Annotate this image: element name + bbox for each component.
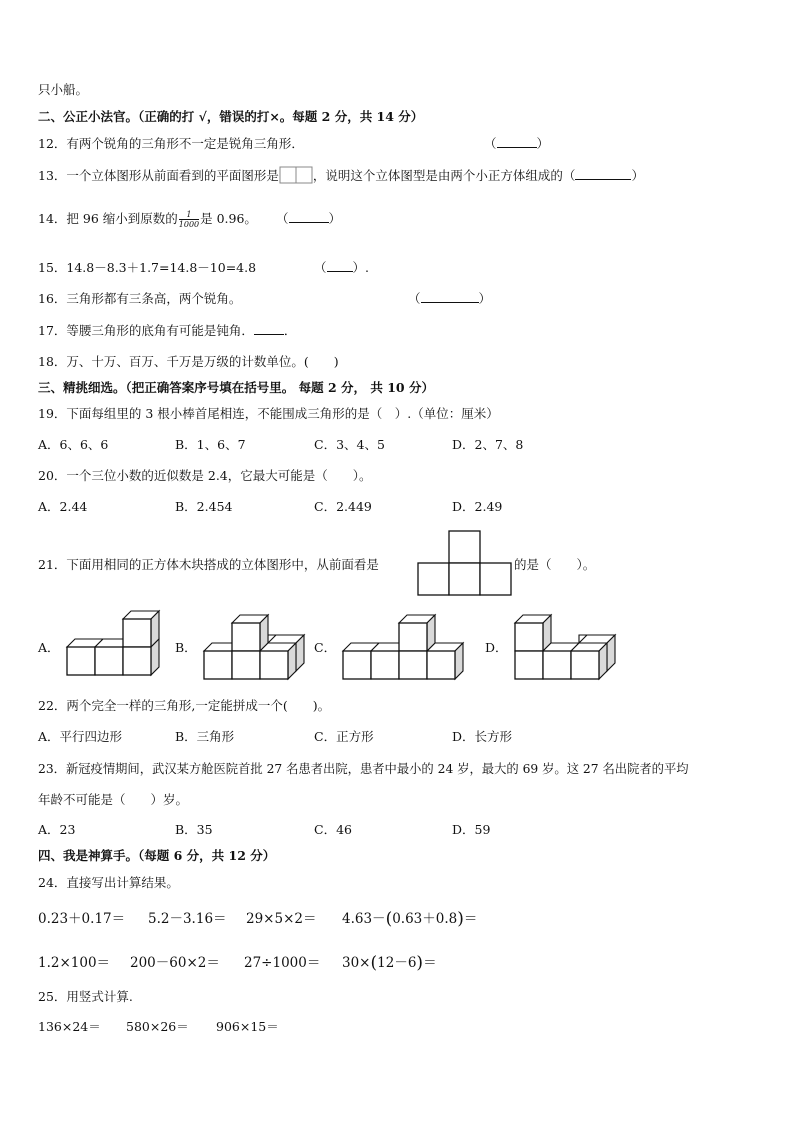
option-19-c[interactable]: C．3、4、5 (314, 437, 385, 452)
question-15 (38, 259, 369, 277)
option-23-a[interactable]: A．23 (38, 822, 76, 837)
option-22-c[interactable]: C．正方形 (314, 729, 374, 744)
two-square-figure (279, 166, 313, 184)
calc-1-2: 5.2－3.16＝ (148, 911, 227, 927)
answer-14[interactable]: （ ） (276, 211, 342, 226)
question-17 (38, 322, 296, 340)
option-21-d[interactable]: D． (485, 640, 508, 655)
question-21-text-b: 的是（ ）。 (514, 557, 596, 572)
option-22-b[interactable]: B．三角形 (175, 729, 235, 744)
cube-figure-a (66, 607, 176, 687)
option-22-d[interactable]: D．长方形 (452, 729, 513, 744)
calc-2-3: 27÷1000＝ (244, 955, 321, 971)
question-20: 20．一个三位小数的近似数是 2.4，它最大可能是（ ）。 (38, 468, 372, 483)
answer-13[interactable] (575, 167, 631, 180)
question-13-text-c: ） (631, 168, 644, 183)
option-23-c[interactable]: C．46 (314, 822, 352, 837)
section-2-heading: 二、公正小法官。（正确的打 √，错误的打×。每题 2 分，共 14 分） (38, 109, 424, 124)
answer-17[interactable] (254, 322, 284, 335)
continued-text: 只小船。 (38, 82, 89, 97)
answer-12[interactable]: （ ） (484, 136, 550, 151)
question-17-end: ． (283, 323, 297, 338)
question-22: 22．两个完全一样的三角形,一定能拼成一个( )。 (38, 698, 331, 713)
question-23-line-1: 23．新冠疫情期间，武汉某方舱医院首批 27 名患者出院，患者中最小的 24 岁，最大的 69 岁。这 27 名出院者的平均 (38, 762, 689, 776)
question-25: 25．用竖式计算. (38, 989, 133, 1004)
option-23-d[interactable]: D．59 (452, 822, 491, 837)
vertical-calc-3: 906×15＝ (216, 1019, 279, 1034)
question-13-text-a: 13．一个立体图形从前面看到的平面图形是 (38, 168, 279, 183)
question-12 (38, 135, 550, 153)
section-4-heading: 四、我是神算手。（每题 6 分，共 12 分） (38, 848, 276, 863)
option-19-b[interactable]: B．1、6、7 (175, 437, 246, 452)
option-22-a[interactable]: A．平行四边形 (38, 729, 123, 744)
calc-2-1: 1.2×100＝ (38, 955, 111, 971)
answer-16[interactable]: （ ） (408, 291, 492, 306)
option-21-b[interactable]: B． (175, 640, 197, 655)
option-21-a[interactable]: A． (38, 640, 60, 655)
question-19: 19．下面每组里的 3 根小棒首尾相连，不能围成三角形的是（ ）.（单位：厘米） (38, 406, 499, 421)
question-13 (38, 166, 644, 185)
option-19-d[interactable]: D．2、7、8 (452, 437, 524, 452)
cube-figure-b (203, 607, 313, 687)
question-14-text-b: 是 0.96。 (200, 211, 257, 226)
question-16 (38, 290, 492, 308)
question-14-text-a: 14．把 96 缩小到原数的 (38, 211, 178, 226)
question-17-text: 17．等腰三角形的底角有可能是钝角． (38, 323, 254, 338)
calc-1-1: 0.23＋0.17＝ (38, 911, 126, 927)
section-3-heading: 三、精挑细选。（把正确答案序号填在括号里。 每题 2 分， 共 10 分） (38, 380, 434, 395)
question-13-text-b: ，说明这个立体图型是由两个小正方体组成的（ (312, 168, 576, 183)
calc-2-4: 30×(12－6)＝ (342, 953, 437, 973)
option-20-c[interactable]: C．2.449 (314, 499, 372, 514)
vertical-calc-1: 136×24＝ (38, 1019, 101, 1034)
option-21-c[interactable]: C． (314, 640, 337, 655)
question-16-text: 16．三角形都有三条高，两个锐角。 (38, 291, 242, 306)
cube-figure-d (514, 607, 624, 687)
calc-2-2: 200－60×2＝ (130, 955, 220, 971)
option-20-a[interactable]: A．2.44 (38, 499, 88, 514)
calc-1-4: 4.63－(0.63＋0.8)＝ (342, 909, 478, 929)
option-20-d[interactable]: D．2.49 (452, 499, 503, 514)
answer-15[interactable]: （ ）. (314, 260, 369, 275)
question-24: 24．直接写出计算结果。 (38, 875, 179, 890)
front-view-figure (417, 530, 513, 596)
option-23-b[interactable]: B．35 (175, 822, 213, 837)
question-12-text: 12．有两个锐角的三角形不一定是锐角三角形． (38, 136, 304, 151)
fraction: $\frac{1}{1000}$ (178, 210, 200, 229)
question-18: 18．万、十万、百万、千万是万级的计数单位。( ) (38, 354, 339, 369)
question-15-text: 15．14.8－8.3＋1.7=14.8－10=4.8 (38, 260, 257, 275)
question-14 (38, 210, 342, 229)
vertical-calc-2: 580×26＝ (126, 1019, 189, 1034)
question-21-text-a: 21．下面用相同的正方体木块搭成的立体图形中，从前面看是 (38, 557, 379, 572)
cube-figure-c (342, 607, 472, 687)
option-20-b[interactable]: B．2.454 (175, 499, 233, 514)
option-19-a[interactable]: A．6、6、6 (38, 437, 109, 452)
calc-1-3: 29×5×2＝ (246, 911, 317, 927)
question-23-line-2: 年龄不可能是（ ）岁。 (38, 792, 189, 807)
